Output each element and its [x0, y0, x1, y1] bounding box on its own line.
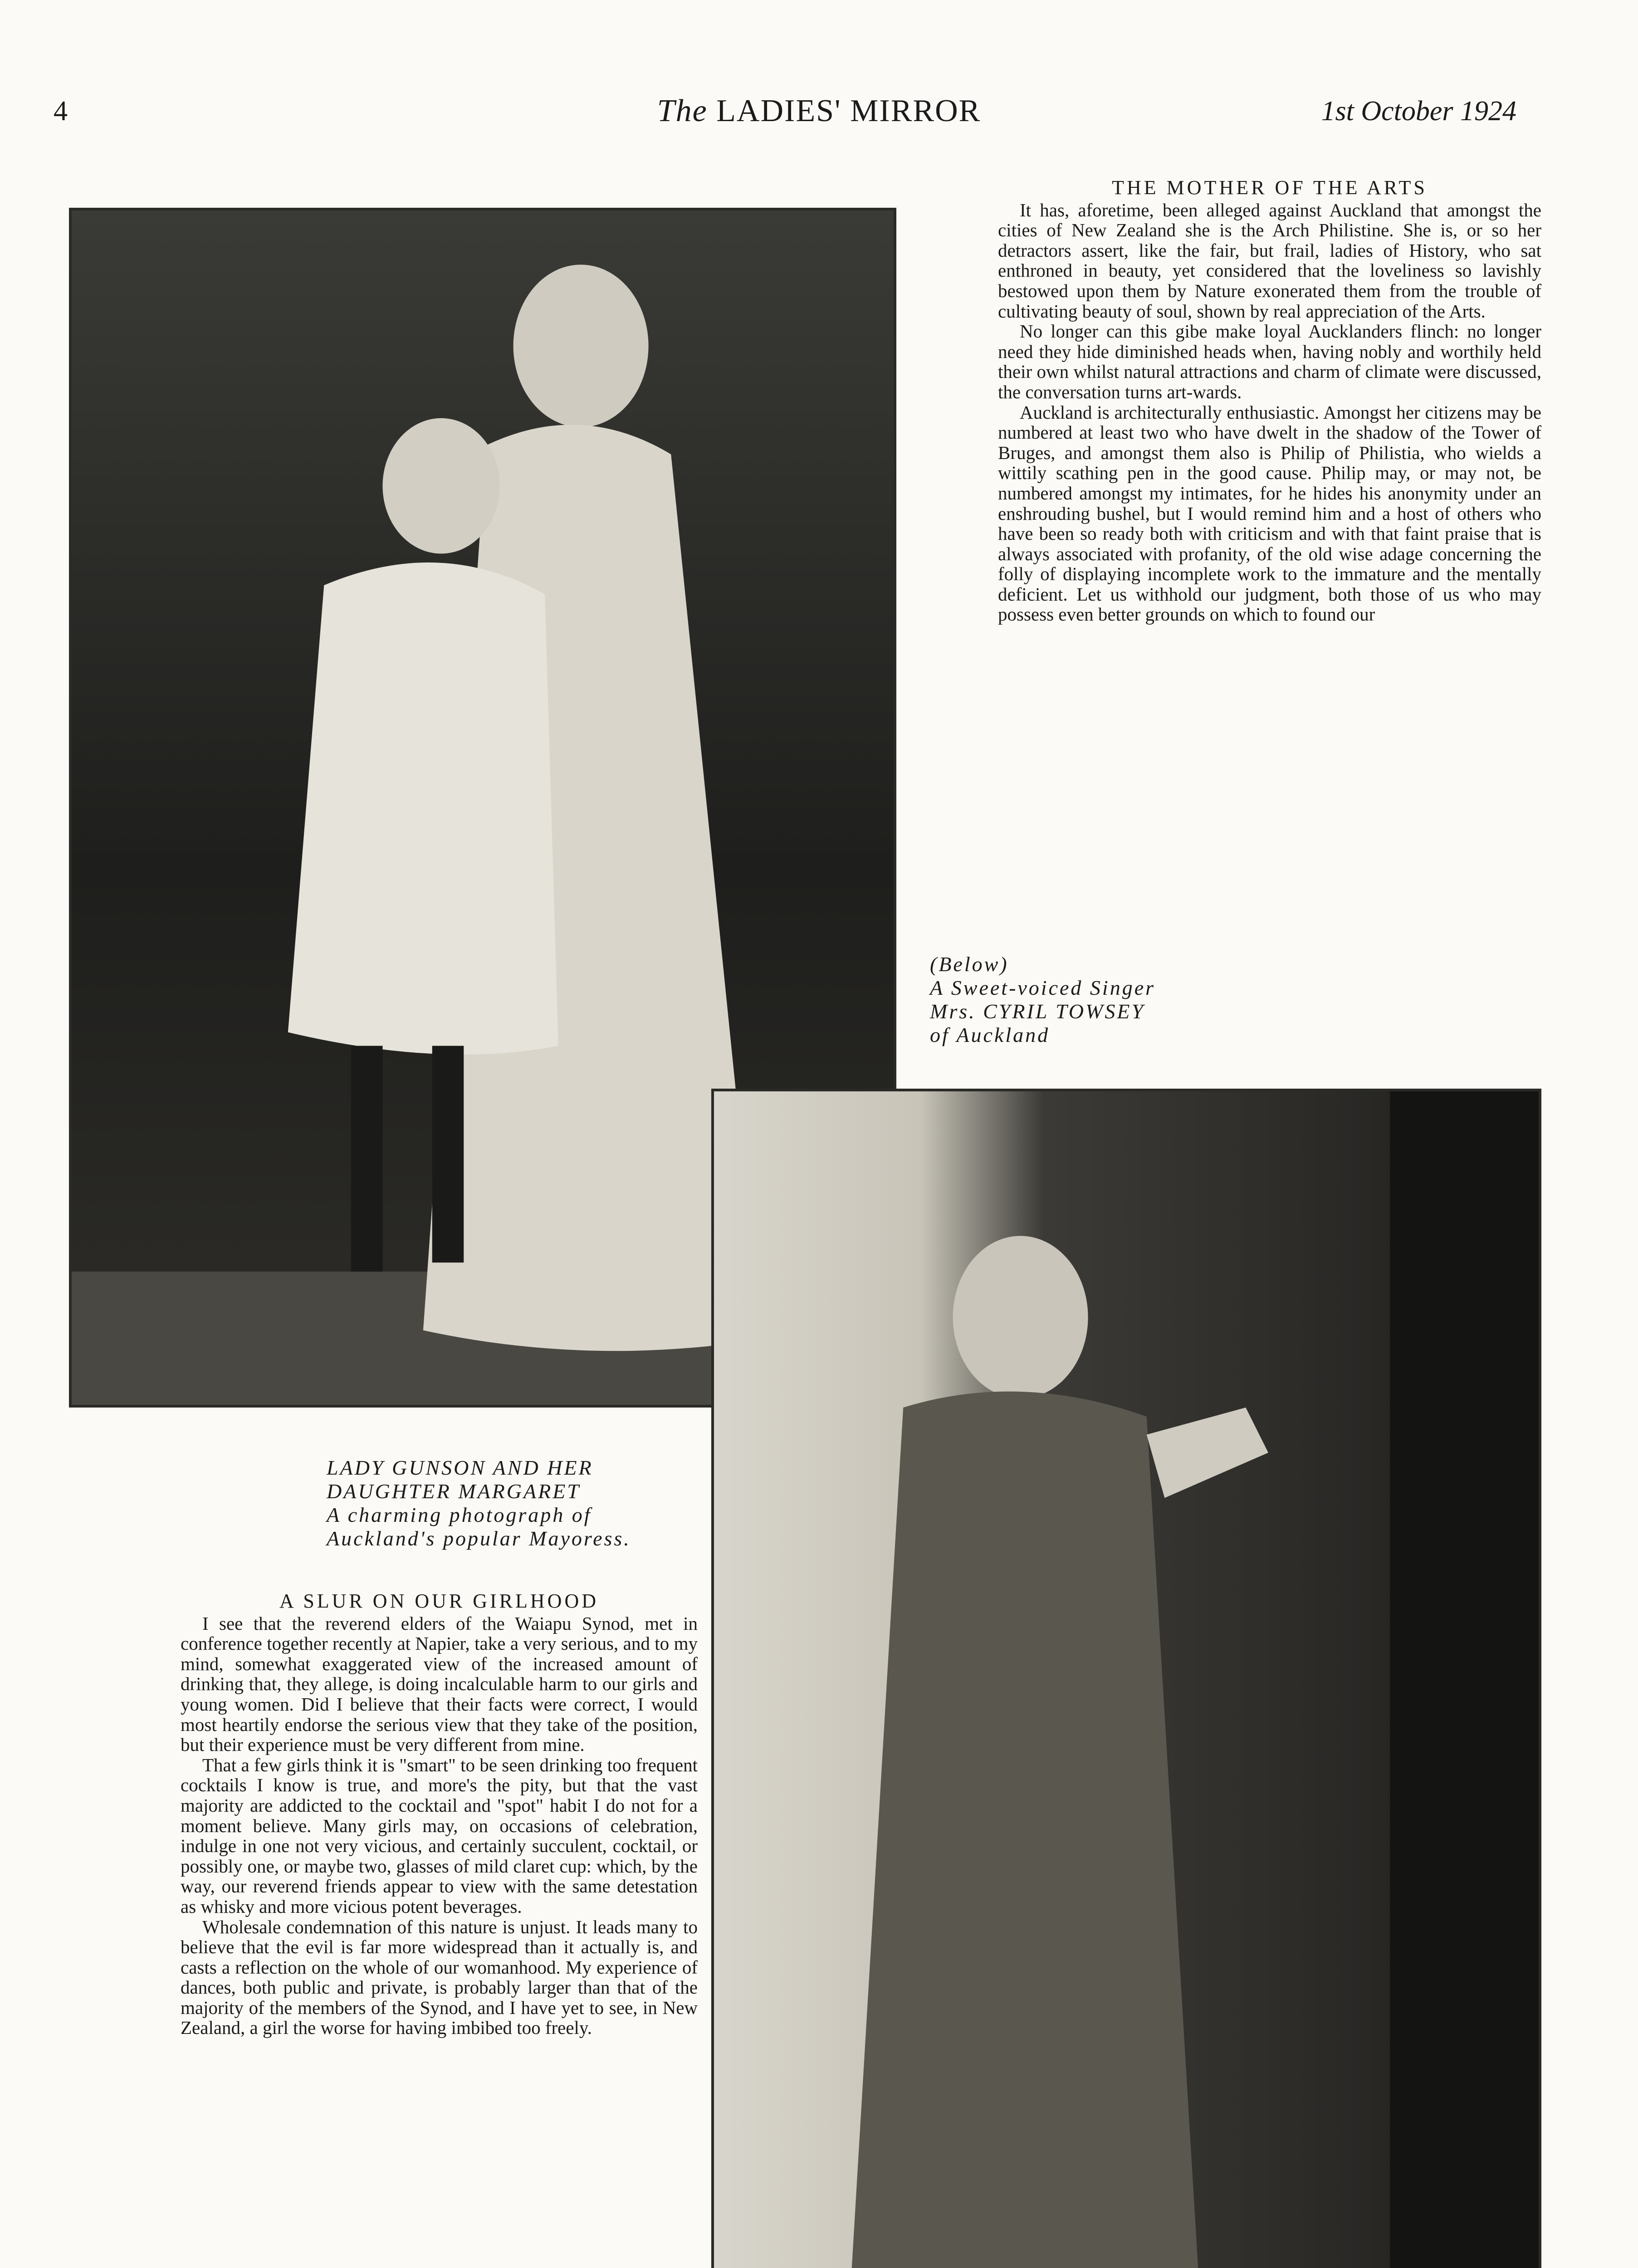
caption-mrs-towsey: [930, 953, 1247, 1047]
article-mother-of-the-arts: [998, 178, 1541, 625]
article-paragraph: No longer can this gibe make loyal Aucklanders flinch: no longer need they hide diminished heads when, having nobly and worthily held their own whilst natural attractions and charm of climate were discussed, the conversation turns art-wards.: [998, 321, 1541, 402]
caption-line: LADY GUNSON AND HER: [327, 1456, 593, 1479]
caption-line: DAUGHTER MARGARET: [327, 1480, 581, 1503]
article-slur-on-our-girlhood: [181, 1591, 698, 2038]
page-number: 4: [54, 96, 68, 127]
article-paragraph: It has, aforetime, been alleged against Auckland that amongst the cities of New Zealand she is the Arch Philistine. She is, or so her detractors assert, like the fair, but frail, ladies of History, who sat enthroned in beauty, yet considered that the loveliness so lavishly bestowed upon them by Nature exonerated them from the trouble of cultivating beauty of soul, shown by real appreciation of the Arts.: [998, 199, 1541, 322]
caption-line: Mrs. CYRIL TOWSEY: [930, 1000, 1145, 1023]
caption-line: A Sweet-voiced Singer: [930, 976, 1156, 999]
article-paragraph: That a few girls think it is "smart" to be seen drinking too frequent cocktails I know is true, and more's the pity, but that the vast majority are addicted to the cocktail and "spot" habit I do not for a moment believe. Many girls may, on occasions of celebration, indulge in one not very vicious, and certainly succulent, cocktail, or possibly one, or maybe two, glasses of mild claret cup: which, by the way, our reverend friends appear to view with the same detestation as whisky and more vicious potent beverages.: [181, 1754, 698, 1917]
caption-line: of Auckland: [930, 1023, 1050, 1046]
article-paragraph: Wholesale condemnation of this nature is unjust. It leads many to believe that the evil is far more widespread than it actually is, and casts a reflection on the whole of our womanhood. My experience of dances, both public and private, is probably larger than that of the majority of the members of the Synod, and I have yet to see, in New Zealand, a girl the worse for having imbibed too freely.: [181, 1916, 698, 2038]
article-heading: THE MOTHER OF THE ARTS: [1112, 176, 1428, 199]
title-prefix: The: [657, 93, 708, 128]
caption-lady-gunson: [327, 1456, 699, 1550]
article-paragraph: Auckland is architecturally enthusiastic. Amongst her citizens may be numbered at least two who have dwelt in the shadow of the Tower of Bruges, and amongst them also is Philip of Philistia, who wields a wittily scathing pen in the good cause. Philip may, or may not, be numbered amongst my intimates, for he hides his anonymity under an enshrouding bushel, but I would remind him and a host of others who have been so ready both with criticism and with that faint praise that is always associated with profanity, of the old wise adage concerning the folly of displaying incomplete work to the immature and the mentally deficient. Let us withhold our judgment, both those of us who may possess even better grounds on which to found our: [998, 401, 1541, 625]
portrait-illustration: [714, 1091, 1539, 2268]
issue-date: 1st October 1924: [1321, 96, 1516, 127]
caption-line: Auckland's popular Mayoress.: [327, 1527, 631, 1550]
caption-line: (Below): [930, 953, 1009, 976]
photo-mrs-cyril-towsey: [711, 1089, 1541, 2268]
article-paragraph: I see that the reverend elders of the Waiapu Synod, met in conference together recently at Napier, take a very serious, and to my mind, somewhat exaggerated view of the increased amount of drinking that, they allege, is doing incalculable harm to our girls and young women. Did I believe that their facts were correct, I would most heartily endorse the serious view that they take of the position, but their experience must be very different from mine.: [181, 1613, 698, 1755]
title-main: LADIES' MIRROR: [716, 93, 981, 128]
caption-line: A charming photograph of: [327, 1503, 592, 1526]
article-heading: A SLUR ON OUR GIRLHOOD: [279, 1590, 599, 1612]
